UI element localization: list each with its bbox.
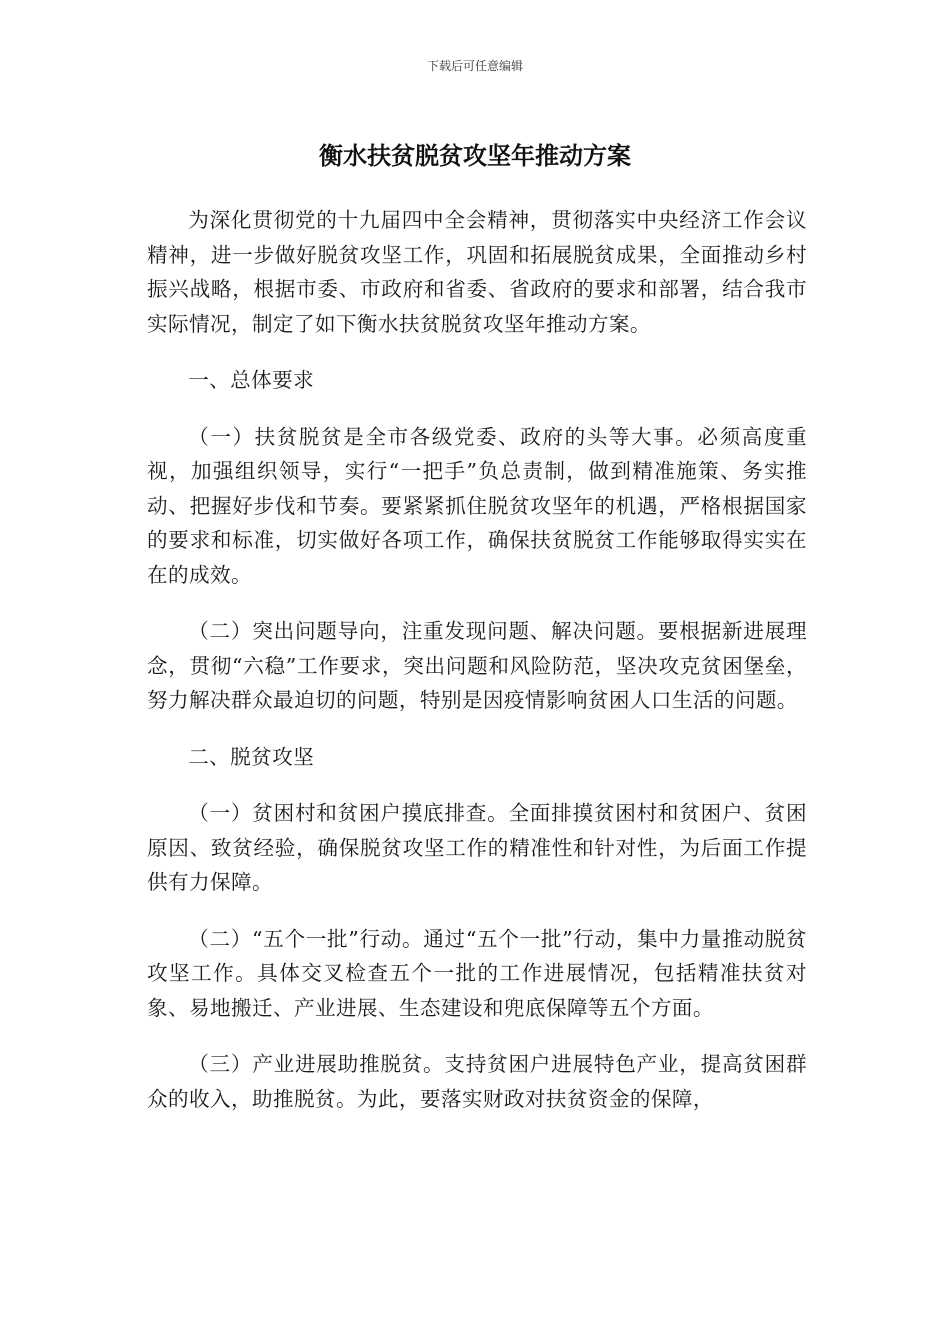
paragraph-poverty-3: （三）产业进展助推脱贫。支持贫困户进展特色产业，提高贫困群众的收入，助推脱贫。为此，要落实财政对扶贫资金的保障， [147,1052,807,1111]
paragraph-overall-1: （一）扶贫脱贫是全市各级党委、政府的头等大事。必须高度重视，加强组织领导，实行“一把手”负总责制，做到精准施策、务实推动、把握好步伐和节奏。要紧紧抓住脱贫攻坚年的机遇，严格根据国家的要求和标准，切实做好各项工作，确保扶贫脱贫工作能够取得实实在在的成效。 [147,424,807,587]
section-heading-poverty-alleviation: 二、脱贫攻坚 [188,744,315,769]
section-heading-overall-requirements: 一、总体要求 [188,368,315,392]
paragraph-poverty-2: （二）“五个一批”行动。通过“五个一批”行动，集中力量推动脱贫攻坚工作。具体交叉检查五个一批的工作进展情况，包括精准扶贫对象、易地搬迁、产业进展、生态建设和兜底保障等五个方面。 [147,926,807,1020]
document-title: 衡水扶贫脱贫攻坚年推动方案 [319,142,631,170]
paragraph-overall-2: （二）突出问题导向，注重发现问题、解决问题。要根据新进展理念，贯彻“六稳”工作要求，突出问题和风险防范，坚决攻克贫困堡垒，努力解决群众最迫切的问题，特别是因疫情影响贫困人口生活的问题。 [147,619,807,712]
header-note: 下载后可任意编辑 [426,59,523,73]
document-body [147,203,807,1138]
paragraph-poverty-1: （一）贫困村和贫困户摸底排查。全面排摸贫困村和贫困户、贫困原因、致贫经验，确保脱贫攻坚工作的精准性和针对性，为后面工作提供有力保障。 [147,801,807,894]
intro-paragraph: 为深化贯彻党的十九届四中全会精神，贯彻落实中央经济工作会议精神，进一步做好脱贫攻坚工作，巩固和拓展脱贫成果，全面推动乡村振兴战略，根据市委、市政府和省委、省政府的要求和部署，结合我市实际情况，制定了如下衡水扶贫脱贫攻坚年推动方案。 [147,208,807,336]
